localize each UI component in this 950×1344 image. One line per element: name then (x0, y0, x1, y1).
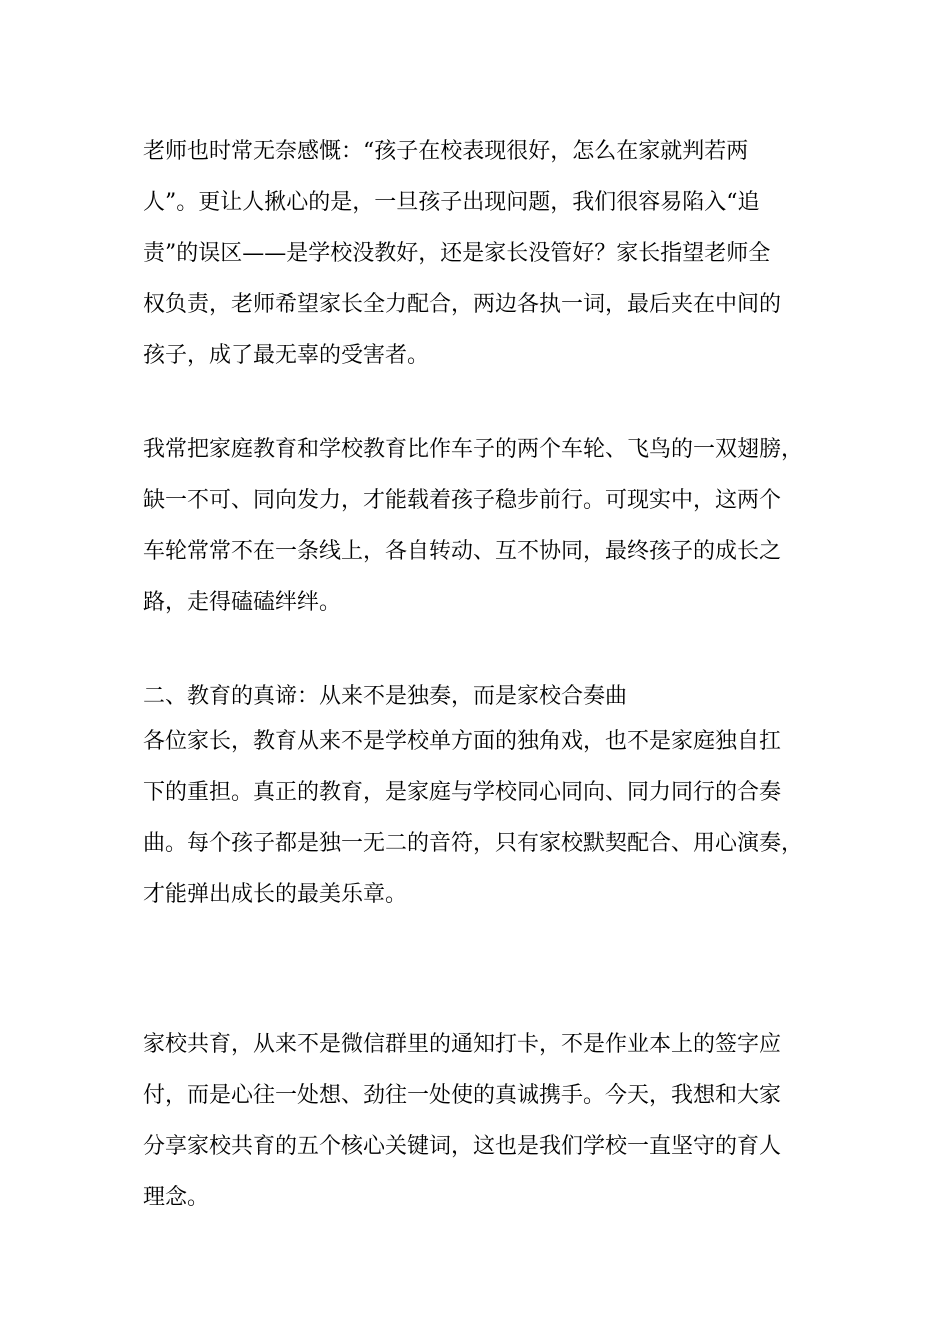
paragraph-co-education (143, 1019, 813, 1223)
paragraph-line: 权负责，老师希望家长全力配合，两边各执一词，最后夹在中间的 (143, 292, 782, 317)
paragraph-line: 家校共育，从来不是微信群里的通知打卡，不是作业本上的签字应 (143, 1032, 782, 1057)
paragraph-line: 缺一不可、同向发力，才能载着孩子稳步前行。可现实中，这两个 (143, 488, 782, 513)
paragraph-two-wheels (143, 424, 813, 628)
paragraph-line: 老师也时常无奈感慨：“孩子在校表现很好，怎么在家就判若两 (143, 139, 749, 164)
paragraph-line: 各位家长，教育从来不是学校单方面的独角戏，也不是家庭独自扛 (143, 729, 782, 754)
paragraph-line: 路，走得磕磕绊绊。 (143, 590, 342, 615)
paragraph-line: 车轮常常不在一条线上，各自转动、互不协同，最终孩子的成长之 (143, 539, 782, 564)
paragraph-line: 下的重担。真正的教育，是家庭与学校同心同向、同力同行的合奏 (143, 780, 782, 805)
paragraph-line: 付，而是心往一处想、劲往一处使的真诚携手。今天，我想和大家 (143, 1083, 782, 1108)
paragraph-line: 曲。每个孩子都是独一无二的音符，只有家校默契配合、用心演奏， (143, 831, 804, 856)
paragraph-line: 人”。更让人揪心的是，一旦孩子出现问题，我们很容易陷入“追 (143, 190, 760, 215)
paragraph-line: 责”的误区——是学校没教好，还是家长没管好？家长指望老师全 (143, 241, 771, 266)
paragraph-line: 孩子，成了最无辜的受害者。 (143, 343, 430, 368)
paragraph-teacher-complaint (143, 126, 813, 381)
section-heading (143, 678, 813, 716)
paragraph-line: 分享家校共育的五个核心关键词，这也是我们学校一直坚守的育人 (143, 1134, 782, 1159)
paragraph-line: 才能弹出成长的最美乐章。 (143, 882, 408, 907)
section-heading-text: 二、教育的真谛：从来不是独奏，而是家校合奏曲 (143, 684, 628, 709)
paragraph-line: 我常把家庭教育和学校教育比作车子的两个车轮、飞鸟的一双翅膀， (143, 437, 804, 462)
paragraph-ensemble (143, 716, 813, 920)
paragraph-line: 理念。 (143, 1185, 210, 1210)
